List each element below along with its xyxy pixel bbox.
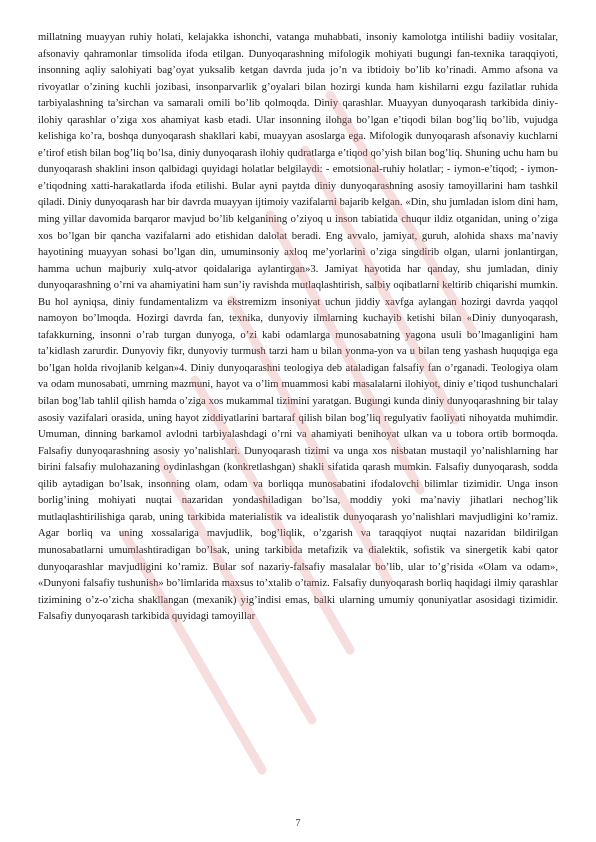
page-number: 7 (295, 818, 301, 829)
body-paragraph: millatning muayyan ruhiy holati, kelajakka ishonchi, vatanga muhabbati, insoniy kamolotga intilishi badiiy vositalar, afsonaviy qahramonlar timsolida ifoda etilgan. Dunyoqarashning mifologik mohiyati bugungi fan-texnika taraqqiyoti, insonning aqliy salohiyati bag’oyat yuksalib ketgan davrda juda jo’n va ibtidoiy bo’lib ko’rinadi. Ammo afsona va rivoyatlar o’zining kuchli jozibasi, insonparvarlik g’oyalari bilan hozirgi kunda ham kishilarni ezgu fazilatlar ruhida tarbiyalashning ta’sirchan va samarali omili bo’lib qolmoqda. Diniy qarashlar. Muayyan dunyoqarash tarkibida diniy-ilohiy qarashlar o’ziga xos ahamiyat kasb etadi. Ular insonning ilohga bo’lgan e’tiqodi bilan bog’liq bo’lib, vujudga kelishiga ko’ra, boshqa dunyoqarash shakllari kabi, muayyan asoslarga ega. Mifologik dunyoqarash afsonaviy kuchlarni e’tirof etish bilan bog’liq bo’lsa, diniy dunyoqarash ilohiy qudratlarga e’tiqod qo’yish bilan bog’liq. Shuning uchu ham bu dunyoqarash shaklini inson qalbidagi quyidagi holatlar belgilaydi: - emotsional-ruhiy holatlar; - iymon-e’tiqod; - iymon-e’tiqodning xatti-harakatlarda ifoda etilishi. Bular ayni paytda diniy dunyoqarashning asosiy tamoyillarini ham tashkil qiladi. Diniy dunyoqarash har bir davrda muayyan ijtimoiy vazifalarni bajarib kelgan. «Din, shu jumladan islom dini ham, ming yillar davomida barqaror mavjud bo’lib kelganining o’ziyoq u inson tabiatida chuqur ildiz otganidan, uning o’ziga xos bo’lgan bir qancha vazifalarni ado etishidan dalolat beradi. Eng avvalo, jamiyat, guruh, alohida shaxs ma’naviy hayotining muayyan sohasi bo’lgan din, umuminsoniy axloq me’yorlarini o’ziga singdirib olgan, ularni jonlantirgan, hamma uchun majburiy xulq-atvor qoidalariga aylantirgan»3. Jamiyat hayotida har qanday, shu jumladan, diniy dunyoqarashning o’rni va ahamiyatini ham sun’iy ravishda mutlaqlashtirish, salbiy oqibatlarni keltirib chiqarishi mumkin. Bu hol ayniqsa, diniy fundamentalizm va ekstremizm insoniyat uchun jiddiy xavfga aylangan hozirgi davrda yaqqol namoyon bo’lmoqda. Hozirgi davrda fan, texnika, dunyoviy ilmlarning kuchayib ketishi bilan «Diniy dunyoqarash, tafakkurning, insonni o’rab turgan dunyoga, o’zi kabi odamlarga munosabatning yagona usuli bo’lmaganligini ham ta’kidlash zarurdir. Dunyoviy fikr, dunyoviy turmush tarzi ham u bilan yonma-yon va u bilan teng yashash huquqiga ega bo’lgan holda rivojlanib kelgan»4. Diniy dunyoqarashni teologiya deb ataladigan falsafiy fan o’rganadi. Teologiya olam va odam munosabati, umrning mazmuni, hayot va o’lim muammosi kabi masalalarni ilohiyot, diniy e’tiqod tushunchalari bilan bog’lab tahlil qilish hamda o’ziga xos mukammal tizimini yaratgan. Bugungi kunda diniy dunyoqarashning bir talay asosiy vazifalari orasida, uning hayot ziddiyatlarini bartaraf qilish bilan bog’liq regulyativ faoliyati nihoyatda muhimdir. Umuman, dinning barkamol avlodni tarbiyalashdagi o’rni va ahamiyati benihoyat ulkan va u tobora ortib bormoqda. Falsafiy dunyoqarashning asosiy yo’nalishlari. Dunyoqarash tizimi va unga xos nisbatan mustaqil yo’nalishlarning har birini falsafiy mulohazaning oydinlashgan (konkretlashgan) shakli sifatida qarash mumkin. Falsafiy dunyoqarash, sodda qilib aytadigan bo’lsak, insonning olam, odam va borliqqa munosabatini ifodalovchi bilimlar tizimidir. Unga inson borlig’ining mohiyati nuqtai nazaridan yondashiladigan bo’lsa, moddiy yoki ma’naviy jihatlari nechog’lik mutlaqlashtirilishiga qarab, uning tarkibida materialistik va idealistik dunyoqarash yo’nalishlari mavjudligini ko’ramiz. Agar borliq va uning xossalariga mavjudlik, bog’liqlik, o’zgarish va taraqqiyot nuqtai nazaridan bildirilgan munosabatlarni umumlashtiradigan bo’lsak, uning tarkibida metafizik va dialektik, sofistik va sinergetik kabi qator dunyoqarashlar mavjudligini ko’ramiz. Bular sof nazariy-falsafiy masalalar bo’lib, ular to’g’risida «Olam va odam», «Dunyoni falsafiy tushunish» bo’limlarida maxsus to’xtalib o’tamiz. Falsafiy dunyoqarash borliq haqidagi ilmiy qarashlar tizimining o’z-o’zicha shakllangan (mexanik) yig’indisi emas, balki ularning umumiy qonuniyatlar asosidagi tizimidir. Falsafiy dunyoqarash tarkibida quyidagi tamoyillar (38, 32, 558, 623)
document-body (38, 30, 558, 626)
